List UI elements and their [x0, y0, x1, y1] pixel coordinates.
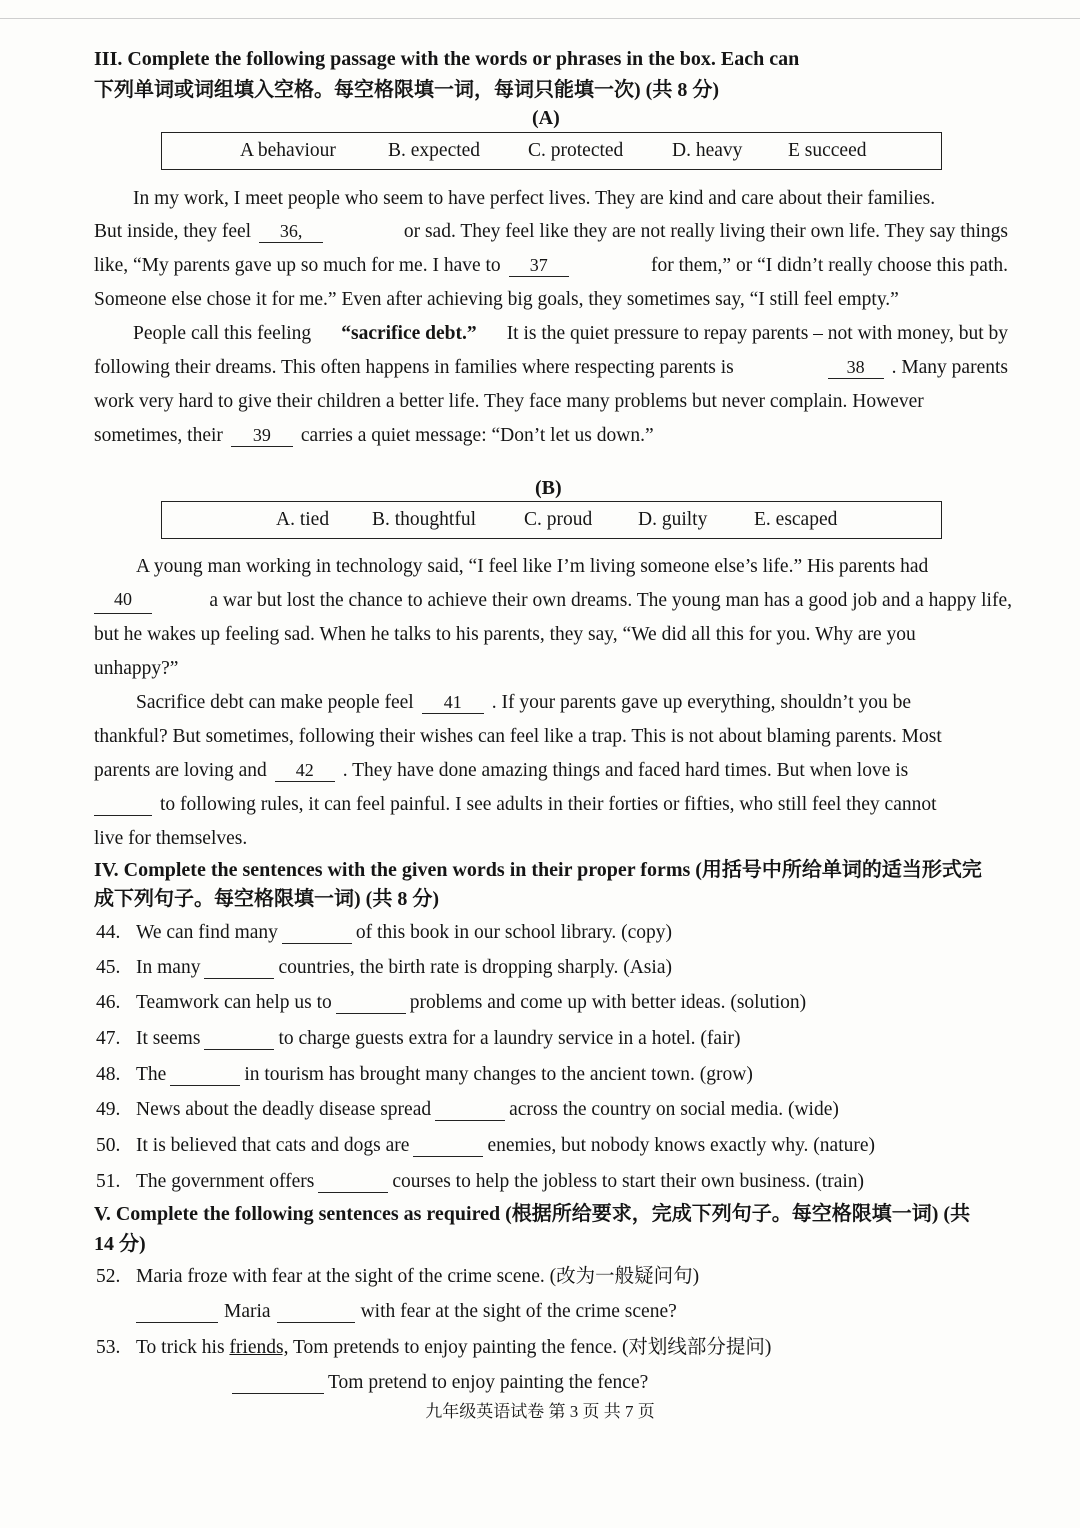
option-b-4: D. guilty	[638, 509, 708, 530]
blank-43[interactable]	[94, 793, 152, 816]
question-50: 50. It is believed that cats and dogs are enemies, but nobody knows exactly why. (nature)	[96, 1135, 876, 1156]
question-52: 52. Maria froze with fear at the sight of the crime scene. (改为一般疑问句)	[96, 1266, 700, 1287]
section3-heading-cn: 下列单词或词组填入空格。每空格限填一词，每词只能填一次) (共 8 分)	[94, 79, 719, 101]
question-52-answer-line: Maria with fear at the sight of the crime scene?	[136, 1299, 677, 1325]
section5-heading-2: 14 分)	[94, 1233, 146, 1255]
option-b-3: C. proud	[524, 509, 593, 530]
passage-a-p2-line4: sometimes, their 39 carries a quiet message: “Don’t let us down.”	[94, 425, 654, 446]
answer-45[interactable]	[204, 956, 274, 979]
option-b-5: E. escaped	[754, 509, 838, 530]
blank-39[interactable]: 39	[231, 424, 293, 447]
answer-48[interactable]	[170, 1063, 240, 1086]
underlined-phrase: friends,	[229, 1337, 289, 1358]
option-a-1: A behaviour	[240, 140, 336, 161]
passage-a-p2-line1: People call this feeling “sacrifice debt.” It is the quiet pressure to repay parents – not with money, but by	[133, 321, 1008, 347]
answer-53[interactable]	[232, 1371, 324, 1394]
section3-heading-en: III. Complete the following passage with the words or phrases in the box. Each can	[94, 48, 800, 70]
passage-b-p1-line1: A young man working in technology said, “I feel like I’m living someone else’s life.” His parents had	[136, 556, 929, 577]
part-a-label: (A)	[532, 107, 560, 129]
answer-50[interactable]	[413, 1134, 483, 1157]
term-sacrifice-debt: “sacrifice debt.”	[341, 323, 477, 344]
answer-52-1[interactable]	[136, 1300, 218, 1323]
passage-a-p2-line3: work very hard to give their children a better life. They face many problems but never complain. However	[94, 391, 924, 412]
question-49: 49. News about the deadly disease spread across the country on social media. (wide)	[96, 1099, 839, 1120]
answer-44[interactable]	[282, 921, 352, 944]
question-53-answer-line: Tom pretend to enjoy painting the fence?	[232, 1370, 648, 1396]
option-a-2: B. expected	[388, 140, 481, 161]
passage-b-p1-line2: 40 a war but lost the chance to achieve their own dreams. The young man has a good job and a happy life,	[94, 588, 1012, 614]
blank-40[interactable]: 40	[94, 588, 152, 614]
option-b-1: A. tied	[276, 509, 330, 530]
top-rule	[0, 18, 1080, 19]
page-footer: 九年级英语试卷 第 3 页 共 7 页	[425, 1402, 655, 1421]
option-a-4: D. heavy	[672, 140, 743, 161]
word-box-b	[161, 501, 942, 539]
word-box-a	[161, 132, 942, 170]
passage-b-p2-line4: to following rules, it can feel painful. I see adults in their forties or fifties, who still feel they cannot	[94, 792, 937, 818]
answer-49[interactable]	[435, 1098, 505, 1121]
blank-37[interactable]: 37	[509, 254, 569, 277]
question-44: 44. We can find many of this book in our school library. (copy)	[96, 922, 673, 943]
part-b-label: (B)	[535, 477, 562, 499]
option-b-2: B. thoughtful	[372, 509, 477, 530]
passage-b-p2-line1: Sacrifice debt can make people feel 41 . If your parents gave up everything, shouldn’t you be	[136, 692, 912, 713]
passage-b-p2-line2: thankful? But sometimes, following their wishes can feel like a trap. This is not about blaming parents. Most	[94, 726, 942, 747]
section5-heading-1: V. Complete the following sentences as required (根据所给要求，完成下列句子。每空格限填一词) (共	[94, 1203, 971, 1225]
blank-41[interactable]: 41	[422, 691, 484, 714]
passage-b-p1-line4: unhappy?”	[94, 658, 179, 679]
passage-a-p1-line4: Someone else chose it for me.” Even after achieving big goals, they sometimes say, “I still feel empty.”	[94, 289, 899, 310]
passage-a-p1-line1: In my work, I meet people who seem to have perfect lives. They are kind and care about their families.	[133, 188, 936, 209]
blank-36[interactable]: 36,	[259, 220, 323, 243]
passage-b-p2-line5: live for themselves.	[94, 828, 248, 849]
answer-51[interactable]	[318, 1170, 388, 1193]
question-46: 46. Teamwork can help us to problems and come up with better ideas. (solution)	[96, 992, 807, 1013]
passage-a-p1-line2: But inside, they feel 36, or sad. They feel like they are not really living their own life. They say things	[94, 221, 1008, 242]
question-53: 53. To trick his friends, Tom pretends to enjoy painting the fence. (对划线部分提问)	[96, 1337, 772, 1358]
option-a-5: E succeed	[788, 140, 867, 161]
passage-b-p1-line3: but he wakes up feeling sad. When he talks to his parents, they say, “We did all this for you. Why are you	[94, 624, 916, 645]
question-48: 48. The in tourism has brought many changes to the ancient town. (grow)	[96, 1064, 753, 1085]
answer-47[interactable]	[204, 1027, 274, 1050]
question-47: 47. It seems to charge guests extra for a laundry service in a hotel. (fair)	[96, 1028, 741, 1049]
section4-heading-1: IV. Complete the sentences with the given words in their proper forms (用括号中所给单词的适当形式完	[94, 859, 982, 881]
question-45: 45. In many countries, the birth rate is dropping sharply. (Asia)	[96, 957, 672, 978]
option-a-3: C. protected	[528, 140, 624, 161]
passage-a-p1-line3: like, “My parents gave up so much for me. I have to 37 for them,” or “I didn’t really choose this path.	[94, 255, 1008, 276]
section4-heading-2: 成下列句子。每空格限填一词) (共 8 分)	[94, 888, 439, 910]
answer-46[interactable]	[336, 991, 406, 1014]
blank-42[interactable]: 42	[275, 759, 335, 782]
passage-b-p2-line3: parents are loving and 42 . They have done amazing things and faced hard times. But when love is	[94, 760, 909, 781]
answer-52-2[interactable]	[277, 1300, 355, 1323]
question-51: 51. The government offers courses to help the jobless to start their own business. (train)	[96, 1171, 865, 1192]
passage-a-p2-line2: following their dreams. This often happens in families where respecting parents is 38 . Many parents	[94, 357, 1008, 378]
blank-38[interactable]: 38	[828, 356, 884, 379]
